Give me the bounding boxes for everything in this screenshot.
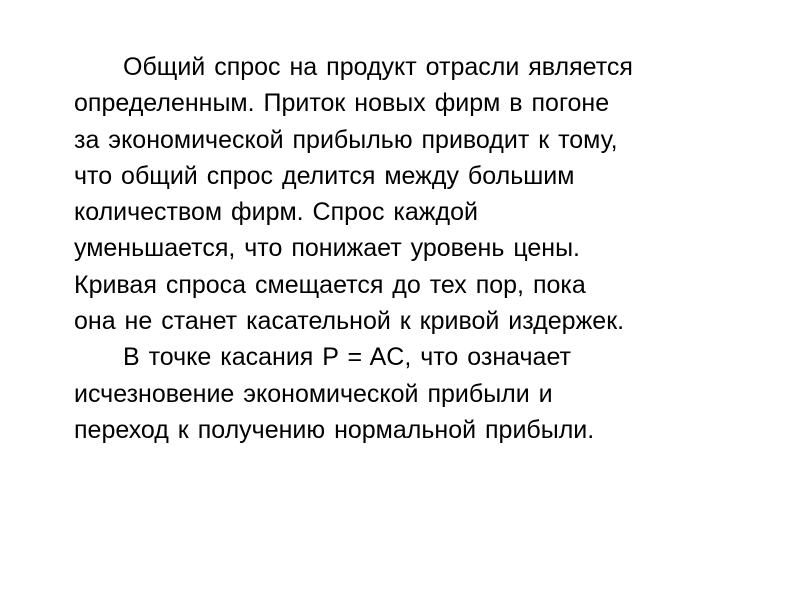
text-line: что общий спрос делится между большим xyxy=(74,161,575,190)
text-line: определенным. Приток новых фирм в погоне xyxy=(74,89,610,118)
text-line: исчезновение экономической прибыли и xyxy=(74,379,553,408)
text-line: она не станет касательной к кривой издержек. xyxy=(74,307,625,336)
paragraph-2 xyxy=(74,339,764,448)
paragraph-1 xyxy=(74,49,764,339)
text-line: количеством фирм. Спрос каждой xyxy=(74,198,478,227)
text-line: переход к получению нормальной прибыли. xyxy=(74,415,595,444)
text-line: В точке касания P = AC, что означает xyxy=(123,343,571,372)
slide-text xyxy=(74,49,764,448)
text-line: Общий спрос на продукт отрасли является xyxy=(123,53,633,81)
text-line: Кривая спроса смещается до тех пор, пока xyxy=(74,270,586,299)
text-line: уменьшается, что понижает уровень цены. xyxy=(74,234,580,263)
text-line: за экономической прибылью приводит к тому, xyxy=(74,125,618,154)
